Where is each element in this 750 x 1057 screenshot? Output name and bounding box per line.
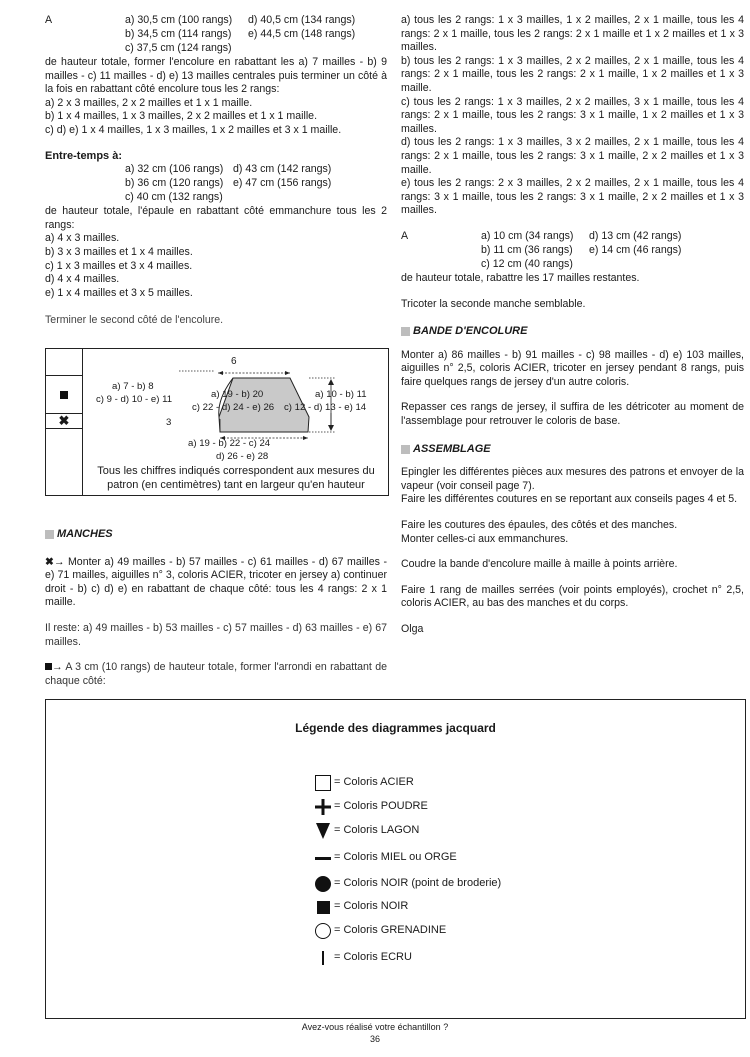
size-e: e) 14 cm (46 rangs) [589,243,682,256]
size-d: d) 43 cm (142 rangs) [233,163,332,176]
legend-item-grenadine: = Coloris GRENADINE [314,921,446,941]
arrondi-line-d: d) tous les 2 rangs: 1 x 3 mailles, 3 x 2 mailles, 2 x 1 maille, tous les 4 rangs: 2 x 1 maille, tous les 2 rangs: 3 x 1 maille, 2 x 2 mailles et 1 x 3 maille. [401,136,744,176]
legend-item-lagon: = Coloris LAGON [314,821,419,841]
diagram-right-label-2: c) 12 - d) 13 - e) 14 [284,402,367,413]
legend-item-acier: = Coloris ACIER [314,773,414,793]
seconde-manche-paragraph: Tricoter la seconde manche semblable. [401,297,586,310]
diagram-cell-square [46,376,83,414]
vertical-bar-icon [314,949,332,967]
size-block-3 [401,230,744,272]
manches-paragraph-1: ✖→ Monter a) 49 mailles - b) 57 mailles - c) 61 mailles - d) 67 mailles - e) 71 mailles, aiguilles n° 3, coloris ACIER, tricoter en jersey a) continuer droit - b) c) d) e) en rabattant de chaque côté: tous les 4 rangs: 2 x 1 maille. [45,555,387,609]
arrondi-line-c: c) tous les 2 rangs: 1 x 3 mailles, 2 x 2 mailles, 3 x 1 maille, tous les 4 rangs: 2 x 1 maille, tous les 2 rangs: 3 x 1 maille, 1 x 2 mailles et 1 x 3 mailles. [401,95,744,135]
assemblage-title: ASSEMBLAGE [401,443,744,457]
filled-circle-icon [314,875,332,893]
bande-title: BANDE D'ENCOLURE [401,325,744,339]
diagram-left-label-2: c) 9 - d) 10 - e) 11 [96,394,173,405]
filled-square-icon [60,391,68,399]
size-b: b) 11 cm (36 rangs) [481,243,573,256]
diagram-right-label-1: a) 10 - b) 11 [315,389,367,400]
size-a: a) 32 cm (106 rangs) [125,163,224,176]
size-a: a) 10 cm (34 rangs) [481,229,574,242]
assemblage-paragraph-4: Faire 1 rang de mailles serrées (voir points employés), crochet n° 2,5, coloris ACIER, au bas des manches et du corps. [401,583,744,610]
heading-square-icon [45,530,54,539]
size-e: e) 47 cm (156 rangs) [233,177,332,190]
assemblage-paragraph-2b: Monter celles-ci aux emmanchures. [401,532,569,545]
size-b: b) 34,5 cm (114 rangs) [125,28,232,40]
heading-square-icon [401,327,410,336]
diagram-inner-label-1: a) 19 - b) 20 [211,389,264,400]
diagram-bottom-label-1: a) 19 - b) 22 - c) 24 [188,438,271,449]
encolure-paragraph: de hauteur totale, former l'encolure en rabattant les a) 7 mailles - b) 9 mailles - c) 11 mailles - d) e) 13 mailles centrales puis terminer un côté à la fois en rabattant côté encolure tous les 2 rangs: [45,56,387,96]
diagram-inner-label-2: c) 22 - d) 24 - e) 26 [192,402,275,413]
encolure-line-b: b) 1 x 4 mailles, 1 x 3 mailles, 2 x 2 mailles et 1 x 1 maille. [45,110,318,123]
diagram-note: Tous les chiffres indiqués correspondent aux mesures du patron (en centimètres) tant en largeur qu'en hauteur [97,465,375,491]
empty-square-icon [314,774,332,792]
sleeve-pattern-diagram [45,348,389,496]
page-number: 36 [369,1034,380,1044]
diagram-top-number: 6 [231,356,237,367]
right-column [401,14,744,637]
diagram-left-label-1: a) 7 - b) 8 [112,381,154,392]
triangle-down-icon [314,822,332,840]
epaule-line-e: e) 1 x 4 mailles et 3 x 5 mailles. [45,286,193,299]
left-column [45,14,387,328]
epaule-line-a: a) 4 x 3 mailles. [45,232,120,245]
arrondi-line-a: a) tous les 2 rangs: 1 x 3 mailles, 1 x 2 mailles, 2 x 1 maille, tous les 4 rangs: 2 x 1 maille, tous les 2 rangs: 2 x 1 maille et 1 x 2 mailles et 1 x 3 mailles. [401,14,744,54]
size-d: d) 13 cm (42 rangs) [589,229,682,242]
bande-paragraph-1: Monter a) 86 mailles - b) 91 mailles - c) 98 mailles - d) e) 103 mailles, aiguilles n° 2,5, coloris ACIER, tricoter en jersey pendant 8 rangs, puis faire quelques rangs de jersey d'un autre coloris. [401,348,744,388]
epaule-line-b: b) 3 x 3 mailles et 1 x 4 mailles. [45,245,193,258]
epaule-paragraph: de hauteur totale, l'épaule en rabattant côté emmanchure tous les 2 rangs: [45,205,387,231]
cross-icon: ✖ [45,555,54,568]
manches-paragraph-2: Il reste: a) 49 mailles - b) 53 mailles - c) 57 mailles - d) 63 mailles - e) 67 mailles. [45,621,387,648]
dash-icon [314,849,332,867]
size-a: a) 30,5 cm (100 rangs) [125,14,233,26]
diagram-bottom-label-2: d) 26 - e) 28 [216,451,269,462]
filled-square-icon [45,663,52,670]
terminer-paragraph: Terminer le second côté de l'encolure. [45,314,224,327]
manches-title: MANCHES [45,528,387,542]
manches-paragraph-3: → A 3 cm (10 rangs) de hauteur totale, former l'arrondi en rabattant de chaque côté: [45,661,387,687]
assemblage-paragraph-1: Epingler les différentes pièces aux mesures des patrons et envoyer de la vapeur (voir conseil page 7). [401,466,744,492]
signature: Olga [401,623,424,635]
footer-question: Avez-vous réalisé votre échantillon ? [301,1022,449,1032]
assemblage-paragraph-2: Faire les coutures des épaules, des côtés et des manches. [401,519,678,532]
legend-item-miel: = Coloris MIEL ou ORGE [314,848,457,868]
jacquard-legend [45,699,746,1019]
bande-paragraph-2: Repasser ces rangs de jersey, il suffira de les détricoter au moment de l'assemblage pour retrouver le coloris de base. [401,401,744,428]
empty-circle-icon [314,922,332,940]
size-block-2 [45,163,387,205]
epaule-line-d: d) 4 x 4 mailles. [45,273,120,286]
legend-item-poudre: = Coloris POUDRE [314,797,428,817]
size-b: b) 36 cm (120 rangs) [125,177,224,190]
heading-square-icon [401,445,410,454]
size-c: c) 40 cm (132 rangs) [125,191,223,204]
cross-icon: ✖ [58,413,70,429]
assemblage-paragraph-3: Coudre la bande d'encolure maille à maille à points arrière. [401,558,678,571]
legend-item-ecru: = Coloris ECRU [314,948,412,968]
size-label: A [45,14,53,26]
size-e: e) 44,5 cm (148 rangs) [248,28,356,40]
size-block-1 [45,14,387,56]
assemblage-paragraph-1b: Faire les différentes coutures en se reportant aux conseils pages 4 et 5. [401,493,738,506]
size-d: d) 40,5 cm (134 rangs) [248,14,356,26]
filled-square-icon [314,898,332,916]
encolure-line-a: a) 2 x 3 mailles, 2 x 2 mailles et 1 x 1 maille. [45,96,253,109]
epaule-line-c: c) 1 x 3 mailles et 3 x 4 mailles. [45,259,193,272]
legend-item-noir-broderie: = Coloris NOIR (point de broderie) [314,874,501,894]
manches-section [45,528,387,688]
rabattre-paragraph: de hauteur totale, rabattre les 17 mailles restantes. [401,271,640,284]
diagram-cell-empty [46,349,83,376]
size-c: c) 12 cm (40 rangs) [481,257,573,270]
size-c: c) 37,5 cm (124 rangs) [125,42,232,54]
diagram-side-number: 3 [166,417,172,428]
arrondi-line-e: e) tous les 2 rangs: 2 x 3 mailles, 2 x 2 mailles, 2 x 1 maille, tous les 4 rangs: 3 x 1 maille, tous les 2 rangs: 3 x 1 maille, 2 x 2 mailles et 1 x 3 mailles. [401,177,744,217]
entretemps-title: Entre-temps à: [45,149,123,162]
diagram-cell-cross [46,414,83,429]
size-label: A [401,229,409,242]
diagram-cell-bottom [46,429,83,495]
encolure-line-cde: c) d) e) 1 x 4 mailles, 1 x 3 mailles, 1 x 2 mailles et 3 x 1 maille. [45,123,342,136]
arrondi-line-b: b) tous les 2 rangs: 1 x 3 mailles, 2 x 2 mailles, 2 x 1 maille, tous les 4 rangs: 2 x 1 maille, tous les 2 rangs: 2 x 1 maille, 1 x 2 mailles et 1 x 3 maille. [401,54,744,94]
legend-title: Légende des diagrammes jacquard [295,721,496,735]
plus-icon [314,798,332,816]
legend-item-noir: = Coloris NOIR [314,897,408,917]
